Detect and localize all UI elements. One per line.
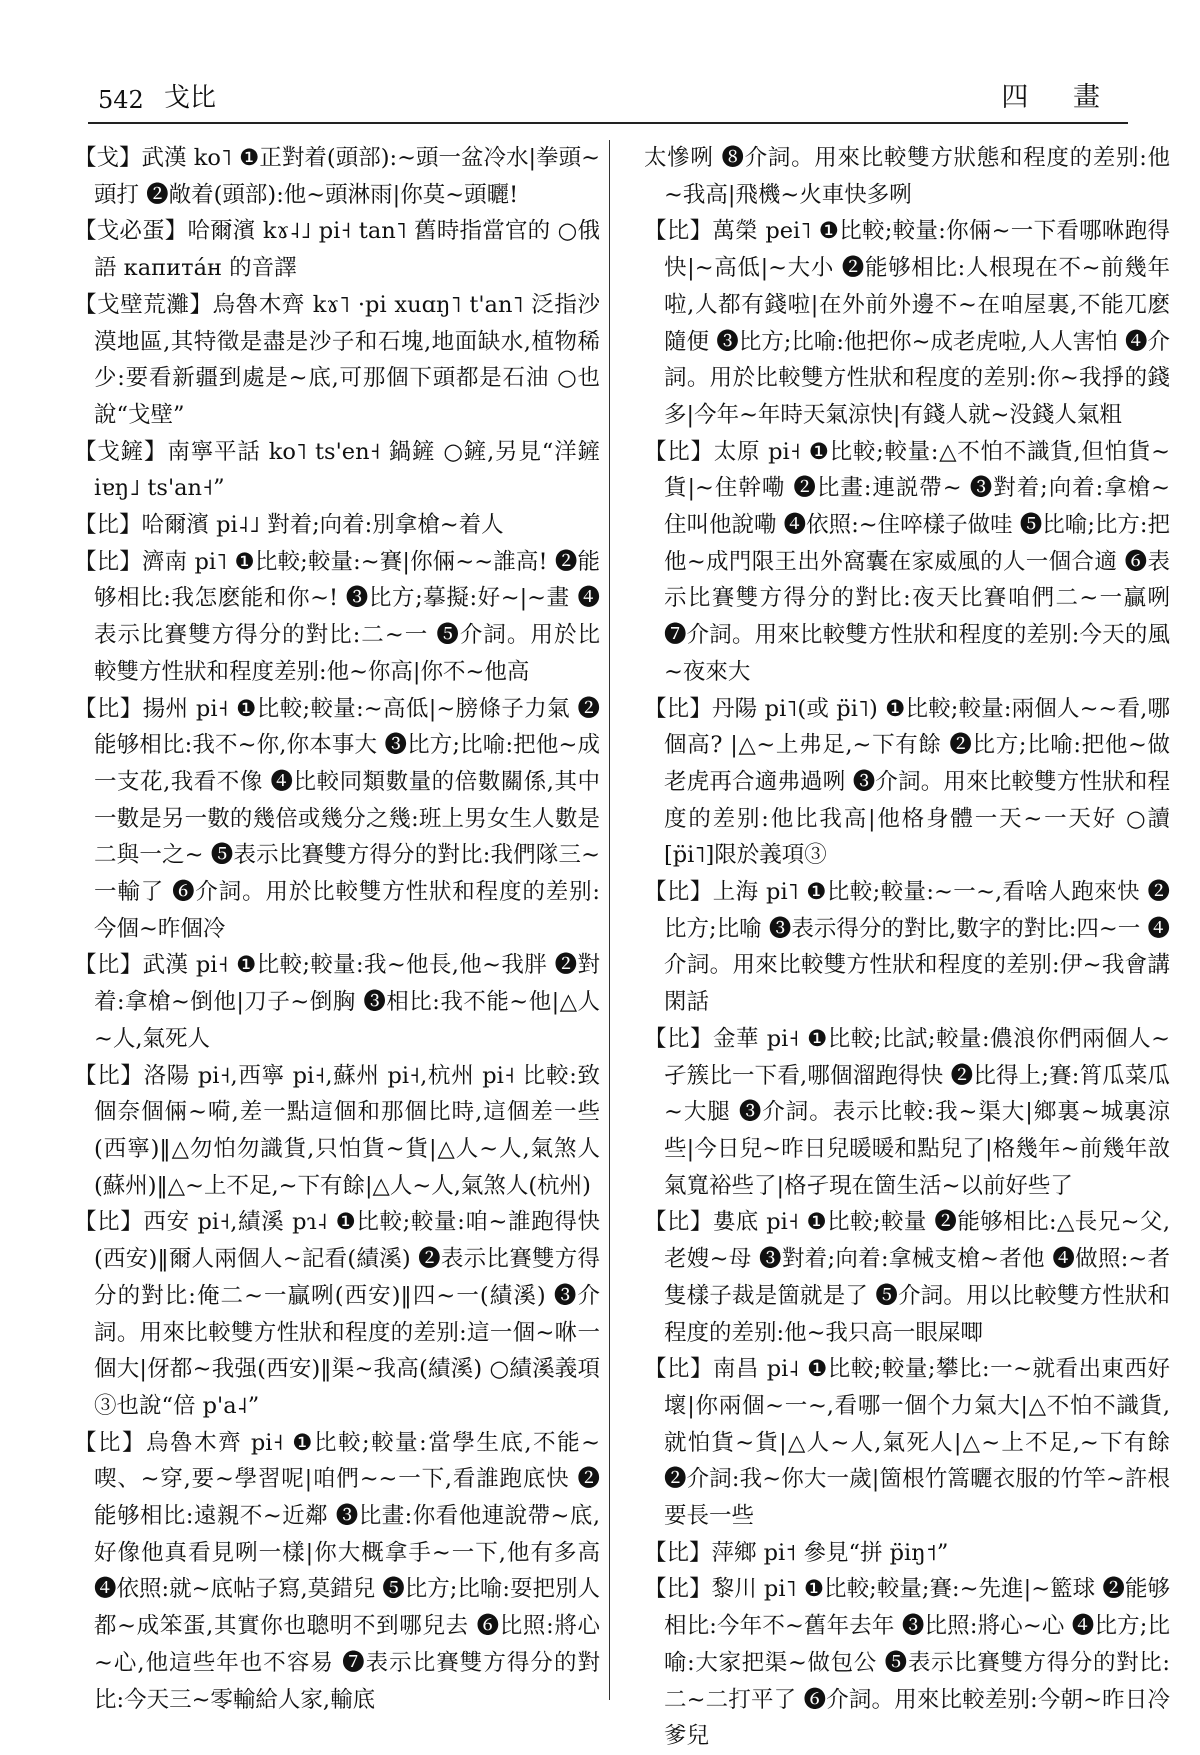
dictionary-entry: 【比】洛陽 pi˧,西寧 pi˧,蘇州 pi˧,杭州 pi˧ 比較:致個奈個倆~嗬,差一點這個和那個比時,這個差一些(西寧)‖△勿怕勿識貨,只怕貨~貨|△人~人,氣煞人(蘇州)‖△~上不足,~下有餘|△人~人,氣煞人(杭州) [74,1062,600,1199]
page-number: 542 [98,86,144,114]
dictionary-entry: 【比】萬榮 pei˥ ❶比較;較量:你倆~一下看哪咻跑得快|~高低|~大小 ❷能够相比:人根現在不~前幾年啦,人都有錢啦|在外前外邊不~在咱屋裏,不能兀麽隨便 ❸比方;比喻:他把你~成老虎啦,人人害怕 ❹介詞。用於比較雙方性狀和程度的差别:你~我掙的錢多|今年~年時天氣涼快|有錢人就~没錢人氣粗 [644,218,1170,428]
dictionary-entry: 【比】烏魯木齊 pi˧ ❶比較;較量:當學生底,不能~喫、~穿,要~學習呢|咱們~~一下,看誰跑底快 ❷能够相比:遠親不~近鄰 ❸比畫:你看他連說帶~底,好像他真看見咧一樣|你大概拿手~一下,他有多高 ❹依照:就~底帖子寫,莫錯兒 ❺比方;比喻:耍把別人都~成笨蛋,其實你也聰明不到哪兒去 ❻比照:將心~心,他這些年也不容易 ❼表示比賽雙方得分的對比:今天三~零輸給人家,輸底 [74,1429,600,1713]
dictionary-entry: 【比】武漢 pi˧ ❶比較;較量:我~他長,他~我胖 ❷對着:拿槍~倒他|刀子~倒胸 ❸相比:我不能~他|△人~人,氣死人 [74,952,600,1052]
dictionary-entry: 【比】哈爾濱 pi˨˩ 對着;向着:別拿槍~着人 [74,512,504,539]
dictionary-entry: 【戈鏟】南寧平話 ko˥ ts'en˧ 鍋鏟 ○鏟,另見“洋鏟 iɐŋ˩ ts'an˧” [74,438,600,502]
dictionary-entry: 【比】上海 pi˥ ❶比較;較量:~一~,看啥人跑來快 ❷比方;比喻 ❸表示得分的對比,數字的對比:四~一 ❹介詞。用來比較雙方性狀和程度的差别:伊~我會講閑話 [644,879,1170,1016]
right-column [640,140,1170,1755]
dictionary-entry: 【戈】武漢 ko˥ ❶正對着(頭部):~頭一盆冷水|拳頭~頭打 ❷敞着(頭部):他~頭淋雨|你莫~頭曬! [74,145,600,208]
section-label: 四 畫 [1001,82,1118,113]
page-header [88,78,1128,124]
dictionary-entry: 【戈壁荒灘】烏魯木齊 kɤ˥ ·pi xuɑŋ˥ t'an˥ 泛指沙漠地區,其特徵是盡是沙子和石塊,地面缺水,植物稀少:要看新疆到處是~底,可那個下頭都是石油 ○也說“戈壁” [74,291,600,428]
dictionary-entry: 【比】濟南 pi˥ ❶比較;較量:~賽|你倆~~誰高! ❷能够相比:我怎麽能和你~! ❸比方;摹擬:好~|~畫 ❹表示比賽雙方得分的對比:二~一 ❺介詞。用於比較雙方性狀和程度差别:他~你高|你不~他高 [74,548,600,685]
dictionary-entry: 【比】黎川 pi˥ ❶比較;較量;賽:~先進|~籃球 ❷能够相比:今年不~舊年去年 ❸比照:將心~心 ❹比方;比喻:大家把渠~做包公 ❺表示比賽雙方得分的對比:二~二打平了 ❻介詞。用來比較差别:今朝~昨日冷爹兒 [644,1576,1170,1750]
dictionary-entry: 【比】西安 pi˧,績溪 pɿ˨ ❶比較;較量:咱~誰跑得快(西安)‖爾人兩個人~記看(績溪) ❷表示比賽雙方得分的對比:俺二~一贏咧(西安)‖四~一(績溪) ❸介詞。用來比較雙方性狀和程度的差别:這一個~咻一個大|伢都~我强(西安)‖渠~我高(績溪) ○績溪義項③也說“倍 p'a˨” [74,1209,600,1419]
running-headwords: 戈比 [164,83,217,113]
left-column [70,140,600,1718]
dictionary-entry: 【比】金華 pi˧ ❶比較;比試;較量:儂浪你們兩個人~孑簇比一下看,哪個溜跑得快 ❷比得上;賽:筲瓜菜瓜~大腿 ❸介詞。表示比較:我~渠大|鄉裏~城裏涼些|今日兒~昨日兒暖暖和點兒了|格幾年~前幾年敨氣寬裕些了|格孑現在箇生活~以前好些了 [644,1025,1170,1199]
dictionary-entry: 【比】丹陽 pi˥(或 p̈i˥) ❶比較;較量:兩個人~~看,哪個高? |△~上弗足,~下有餘 ❷比方;比喻:把他~做老虎再合適弗過咧 ❸介詞。用來比較雙方性狀和程度的差别:他比我高|他格身體一天~一天好 ○讀[p̈i˥]限於義項③ [644,695,1170,869]
dictionary-entry: 【比】南昌 pi˨ ❶比較;較量;攀比:一~就看出東西好壞|你兩個~一~,看哪一個个力氣大|△不怕不識貨,就怕貨~貨|△人~人,氣死人|△~上不足,~下有餘 ❷介詞:我~你大一歲|箇根竹篙曬衣服的竹竿~許根要長一些 [644,1356,1170,1530]
dictionary-entry: 【戈必蛋】哈爾濱 kɤ˨˩ pi˧ tan˥ 舊時指當官的 ○俄語 капитáн 的音譯 [74,218,600,282]
dictionary-entry: 【比】婁底 pi˧ ❶比較;較量 ❷能够相比:△長兄~父,老嫂~母 ❸對着;向着:拿械支槍~者他 ❹做照:~者隻樣子裁是箇就是了 ❺介詞。用以比較雙方性狀和程度的差别:他~我只高一眼屎唧 [644,1209,1170,1346]
dictionary-entry: 【比】揚州 pi˧ ❶比較;較量:~高低|~膀條子力氣 ❷能够相比:我不~你,你本事大 ❸比方;比喻:把他~成一支花,我看不像 ❹比較同類數量的倍數關係,其中一數是另一數的幾倍或幾分之幾:班上男女生人數是二與一之~ ❺表示比賽雙方得分的對比:我們隊三~一輸了 ❻介詞。用於比較雙方性狀和程度的差别:今個~昨個冷 [74,695,600,942]
dictionary-entry: 【比】太原 pi˧ ❶比較;較量:△不怕不識貨,但怕貨~貨|~住幹嘞 ❷比畫:連説帶~ ❸對着;向着:拿槍~住叫他說嘞 ❹依照:~住啐樣子做哇 ❺比喻;比方:把他~成門限王出外窩囊在家威風的人一個合適 ❻表示比賽雙方得分的對比:夜天比賽咱們二~一贏咧 ❼介詞。用來比較雙方性狀和程度的差别:今天的風~夜來大 [644,438,1170,685]
column-divider [609,140,610,1700]
dictionary-entry: 【比】萍鄉 pi˦ 參見“拼 p̈iŋ˦” [644,1539,949,1566]
dictionary-entry-continued: 太慘咧 ❽介詞。用來比較雙方狀態和程度的差别:他~我高|飛機~火車快多咧 [644,145,1170,208]
